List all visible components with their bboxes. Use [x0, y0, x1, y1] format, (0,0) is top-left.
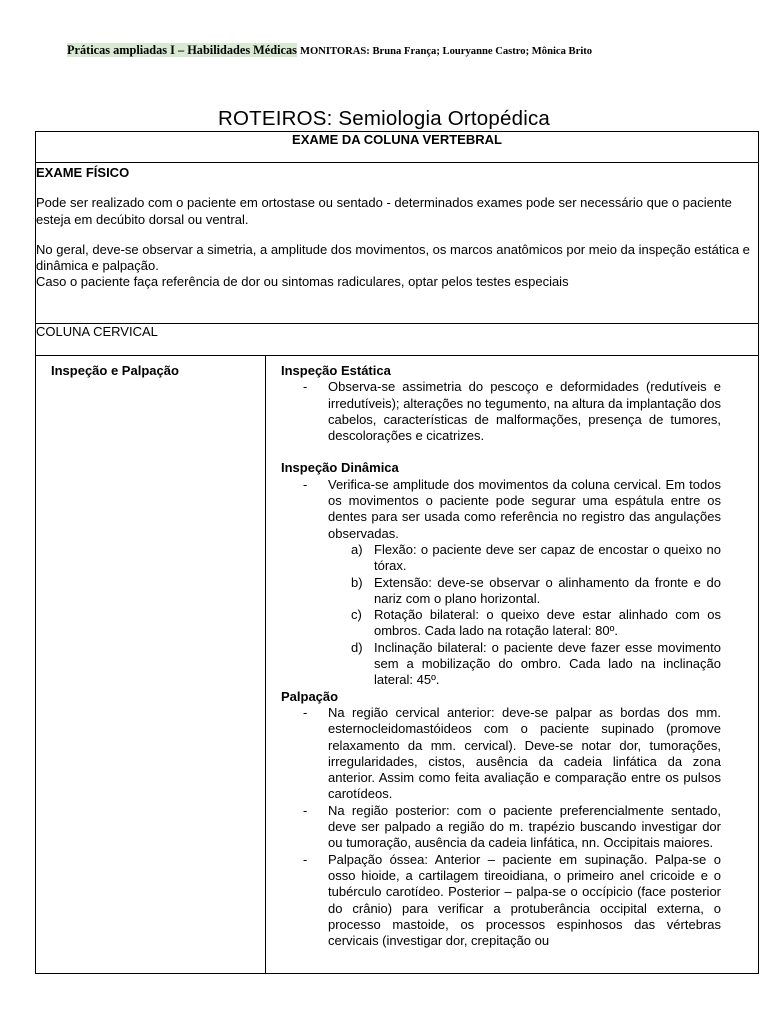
exam-label: EXAME FÍSICO	[36, 165, 130, 180]
monitors-list: MONITORAS: Bruna França; Louryanne Castro; Mônica Brito	[299, 46, 593, 57]
dash-marker: -	[303, 379, 308, 395]
section-row	[36, 324, 759, 356]
table-heading-row	[36, 132, 759, 163]
list-item	[281, 852, 721, 950]
section-cervical: COLUNA CERVICAL	[36, 324, 759, 356]
dynamic-title: Inspeção Dinâmica	[281, 460, 399, 476]
exam-paragraph-1: Pode ser realizado com o paciente em ortostase ou sentado - determinados exames pode ser necessário que o paciente esteja em decúbito dorsal ou ventral.	[36, 195, 732, 227]
list-item	[281, 607, 721, 640]
dash-marker: -	[303, 704, 308, 720]
dynamic-item-a: Flexão: o paciente deve ser capaz de encostar o queixo no tórax.	[374, 541, 721, 574]
list-item	[281, 803, 721, 852]
item-marker: a)	[351, 541, 363, 557]
exam-paragraph-2b: Caso o paciente faça referência de dor ou sintomas radiculares, optar pelos testes especiais	[36, 274, 569, 290]
dash-marker: -	[303, 802, 308, 818]
palpation-item-3: Palpação óssea: Anterior – paciente em supinação. Palpa-se o osso hioide, a cartilagem tireoidiana, o primeiro anel cricoide e o tubérculo carotídeo. Posterior – palpa-se o occípicio (face posterior do crânio) para verificar a protuberância occipital externa, o processo mastoide, os processos espinhosos das vértebras cervicais (investigar dor, crepitação ou	[328, 851, 721, 949]
exam-paragraph-2	[36, 242, 758, 291]
dynamic-item-c: Rotação bilateral: o queixo deve estar alinhado com os ombros. Cada lado na rotação lateral: 80º.	[374, 607, 721, 639]
list-item	[281, 379, 721, 444]
palpation-title: Palpação	[281, 688, 339, 704]
list-item	[281, 477, 721, 542]
dash-marker: -	[303, 851, 308, 867]
exam-cell	[36, 163, 759, 324]
list-item	[281, 640, 721, 689]
inspection-row	[36, 356, 759, 974]
list-item	[281, 542, 721, 575]
palpation-item-2: Na região posterior: com o paciente preferencialmente sentado, deve ser palpado a região do m. trapézio buscando investigar dor ou tumoração, ausência da cadeia linfática, nn. Occipitais maiores.	[328, 802, 721, 851]
list-item	[281, 705, 721, 803]
palpation-item-1: Na região cervical anterior: deve-se palpar as bordas dos mm. esternocleidomastóideos com o paciente supinado (promove relaxamento da mm. cervical). Deve-se notar dor, tumorações, irregularidades, cistos, ausência da cadeia linfática da zona anterior. Assim como feita avaliação e comparação entre os pulsos carotídeos.	[328, 704, 721, 802]
content-table	[35, 131, 759, 974]
dynamic-item-d: Inclinação bilateral: o paciente deve fazer esse movimento sem a mobilização do ombro. Cada lado na inclinação lateral: 45º.	[374, 639, 721, 688]
dynamic-item-1: Verifica-se amplitude dos movimentos da coluna cervical. Em todos os movimentos o paciente pode segurar uma espátula entre os dentes para ser usada como referência no registro das angulações observadas.	[328, 476, 721, 541]
inspection-content	[266, 356, 759, 974]
page-title: ROTEIROS: Semiologia Ortopédica	[217, 107, 551, 130]
item-marker: d)	[351, 639, 363, 655]
course-name: Práticas ampliadas I – Habilidades Médicas	[67, 43, 297, 57]
dash-marker: -	[303, 476, 308, 492]
dynamic-item-b: Extensão: deve-se observar o alinhamento da fronte e do nariz com o plano horizontal.	[374, 574, 721, 606]
exam-row	[36, 163, 759, 324]
document-header	[67, 43, 757, 58]
exam-paragraph-2a: No geral, deve-se observar a simetria, a amplitude dos movimentos, os marcos anatômicos por meio da inspeção estática e dinâmica e palpação.	[36, 241, 750, 274]
static-title: Inspeção Estática	[281, 363, 391, 378]
item-marker: b)	[351, 574, 363, 590]
list-item	[281, 575, 721, 608]
row-label: Inspeção e Palpação	[36, 356, 266, 974]
item-marker: c)	[351, 607, 362, 623]
static-item-1: Observa-se assimetria do pescoço e deformidades (redutíveis e irredutíveis); alterações no tegumento, na altura da implantação dos cabelos, características de malformações, presença de tumores, descolorações e cicatrizes.	[328, 379, 721, 444]
table-heading: EXAME DA COLUNA VERTEBRAL	[36, 132, 759, 163]
